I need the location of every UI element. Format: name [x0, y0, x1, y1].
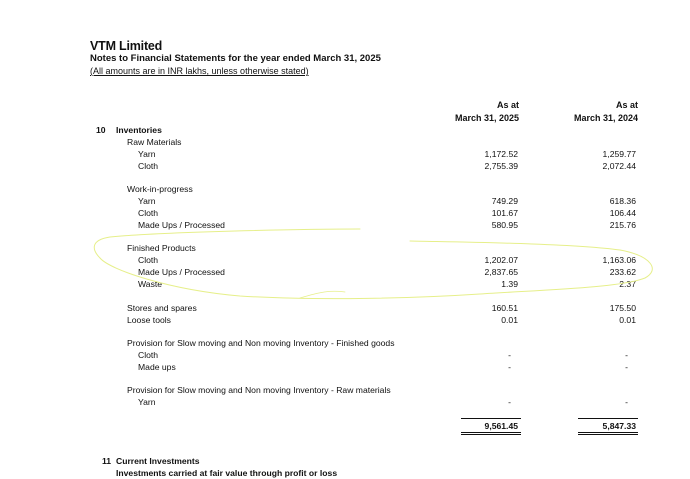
- note11-title: Current Investments: [116, 456, 200, 466]
- value-2024: 215.76: [609, 220, 636, 230]
- value-2025: 749.29: [491, 196, 518, 206]
- value-2025: -: [508, 350, 511, 360]
- value-2024: 0.01: [619, 315, 636, 325]
- value-2025: -: [508, 397, 511, 407]
- finished-products-heading: Finished Products: [127, 243, 196, 253]
- value-2024: 175.50: [609, 303, 636, 313]
- row-label: Made Ups / Processed: [138, 220, 225, 230]
- total-2025: 9,561.45: [484, 421, 518, 431]
- col-2024-line2: March 31, 2024: [573, 113, 638, 123]
- total-rule-top-2024: [578, 418, 638, 419]
- provision-finished-heading: Provision for Slow moving and Non moving Inventory - Finished goods: [127, 338, 395, 348]
- value-2024: 233.62: [609, 267, 636, 277]
- provision-raw-heading: Provision for Slow moving and Non moving Inventory - Raw materials: [127, 385, 391, 395]
- note10-title: Inventories: [116, 125, 162, 135]
- value-2025: 1.39: [501, 279, 518, 289]
- value-2025: 1,172.52: [484, 149, 518, 159]
- value-2024: 618.36: [609, 196, 636, 206]
- row-label: Cloth: [138, 161, 159, 171]
- value-2024: 106.44: [609, 208, 636, 218]
- value-2024: 2,072.44: [602, 161, 636, 171]
- document-subtitle: Notes to Financial Statements for the year ended March 31, 2025: [90, 53, 381, 64]
- note11-number: 11: [102, 456, 112, 466]
- col-2024-line1: As at: [615, 100, 638, 110]
- total-rule-top-2025: [461, 418, 521, 419]
- value-2024: -: [625, 362, 628, 372]
- row-label: Made Ups / Processed: [138, 267, 225, 277]
- row-label: Cloth: [138, 208, 159, 218]
- total-rule-bottom-2024: [578, 432, 638, 433]
- total-rule-bottom-2025: [461, 432, 521, 433]
- value-2025: 2,755.39: [484, 161, 518, 171]
- col-2025-line2: March 31, 2025: [454, 113, 519, 123]
- note11-subtitle: Investments carried at fair value through profit or loss: [116, 468, 338, 478]
- col-2025-line1: As at: [496, 100, 519, 110]
- row-label: Waste: [138, 279, 163, 289]
- highlight-loop-tail: [300, 291, 345, 298]
- value-2024: -: [625, 350, 628, 360]
- row-label: Cloth: [138, 255, 159, 265]
- wip-heading: Work-in-progress: [127, 184, 193, 194]
- value-2025: 1,202.07: [484, 255, 518, 265]
- raw-materials-heading: Raw Materials: [127, 137, 182, 147]
- company-name: VTM Limited: [90, 39, 163, 53]
- total-2024: 5,847.33: [602, 421, 636, 431]
- value-2024: 2.37: [619, 279, 636, 289]
- row-label: Yarn: [138, 196, 156, 206]
- row-label: Yarn: [138, 397, 156, 407]
- loose-tools-label: Loose tools: [127, 315, 171, 325]
- stores-label: Stores and spares: [127, 303, 197, 313]
- value-2025: 0.01: [501, 315, 518, 325]
- value-2024: 1,163.06: [602, 255, 636, 265]
- amounts-note: (All amounts are in INR lakhs, unless otherwise stated): [90, 66, 309, 76]
- value-2024: 1,259.77: [602, 149, 636, 159]
- value-2025: 2,837.65: [484, 267, 518, 277]
- note10-number: 10: [96, 125, 106, 135]
- value-2025: 101.67: [491, 208, 518, 218]
- value-2024: -: [625, 397, 628, 407]
- value-2025: -: [508, 362, 511, 372]
- total-rule-bottom2-2024: [578, 434, 638, 435]
- row-label: Made ups: [138, 362, 176, 372]
- total-rule-bottom2-2025: [461, 434, 521, 435]
- value-2025: 160.51: [491, 303, 518, 313]
- row-label: Cloth: [138, 350, 159, 360]
- value-2025: 580.95: [491, 220, 518, 230]
- row-label: Yarn: [138, 149, 156, 159]
